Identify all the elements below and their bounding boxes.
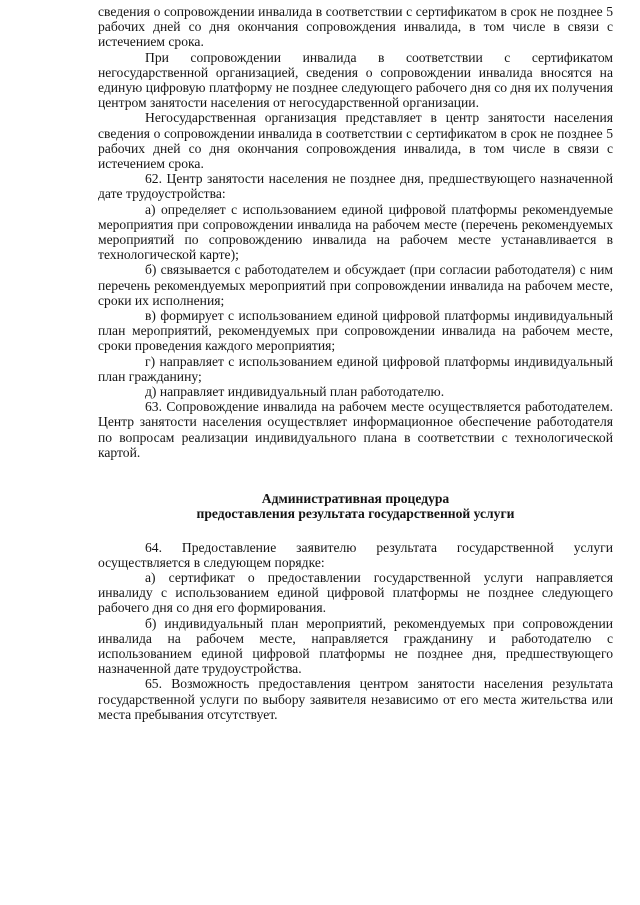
paragraph-62-b: б) связывается с работодателем и обсуждает (при согласии работодателя) с ним перечень рекомендуемых мероприятий при сопровождении инвалида на рабочем месте, сроки их исполнения; <box>98 262 613 308</box>
paragraph-ngo-reporting: Негосударственная организация представляет в центр занятости населения сведения о сопровождении инвалида в соответствии с сертификатом в срок не позднее 5 рабочих дней со дня окончания сопровождения инвалида, в том числе в связи с истечением срока. <box>98 110 613 172</box>
paragraph-62-d: д) направляет индивидуальный план работодателю. <box>145 384 445 400</box>
paragraph-62-v: в) формирует с использованием единой цифровой платформы индивидуальный план мероприятий, рекомендуемых при сопровождении инвалида на рабочем месте, сроки проведения каждого мероприятия; <box>98 308 613 354</box>
paragraph-continuation: сведения о сопровождении инвалида в соответствии с сертификатом в срок не позднее 5 рабочих дней со дня окончания сопровождения инвалида, в том числе в связи с истечением срока. <box>98 4 613 50</box>
section-heading-line2: предоставления результата государственной услуги <box>196 506 515 522</box>
paragraph-64: 64. Предоставление заявителю результата государственной услуги осуществляется в следующем порядке: <box>98 539 613 570</box>
paragraph-62: 62. Центр занятости населения не позднее дня, предшествующего назначенной дате трудоустройства: <box>98 171 613 202</box>
paragraph-64-b: б) индивидуальный план мероприятий, рекомендуемых при сопровождении инвалида на рабочем месте, направляется гражданину и работодателю с использованием единой цифровой платформы не позднее дня, предшествующего назначенной дате трудоустройства. <box>98 615 613 677</box>
paragraph-65: 65. Возможность предоставления центром занятости населения результата государственной услуги по выбору заявителя независимо от его места жительства или места пребывания отсутствует. <box>98 676 613 722</box>
spacer <box>98 522 613 540</box>
paragraph-ngo-accompaniment: При сопровождении инвалида в соответствии с сертификатом негосударственной организацией, сведения о сопровождении инвалида вносятся на единую цифровую платформу не позднее следующего рабочего дня со дня их получения центром занятости населения от негосударственной организации. <box>98 49 613 111</box>
paragraph-62-g: г) направляет с использованием единой цифровой платформы индивидуальный план гражданину; <box>98 353 613 384</box>
section-heading-line1: Административная процедура <box>261 491 450 507</box>
paragraph-63: 63. Сопровождение инвалида на рабочем месте осуществляется работодателем. Центр занятости населения осуществляет информационное обеспечение работодателя по вопросам реализации индивидуального плана в соответствии с технологической картой. <box>98 399 613 460</box>
paragraph-64-a: а) сертификат о предоставлении государственной услуги направляется инвалиду с использованием единой цифровой платформы не позднее следующего рабочего дня со дня его формирования. <box>98 569 613 616</box>
spacer <box>98 460 613 491</box>
paragraph-62-a: а) определяет с использованием единой цифровой платформы рекомендуемые мероприятия при сопровождении инвалида на рабочем месте (перечень рекомендуемых мероприятий по сопровождению инвалида на рабочем месте устанавливается в технологической карте); <box>98 201 613 263</box>
document-page <box>98 4 613 722</box>
